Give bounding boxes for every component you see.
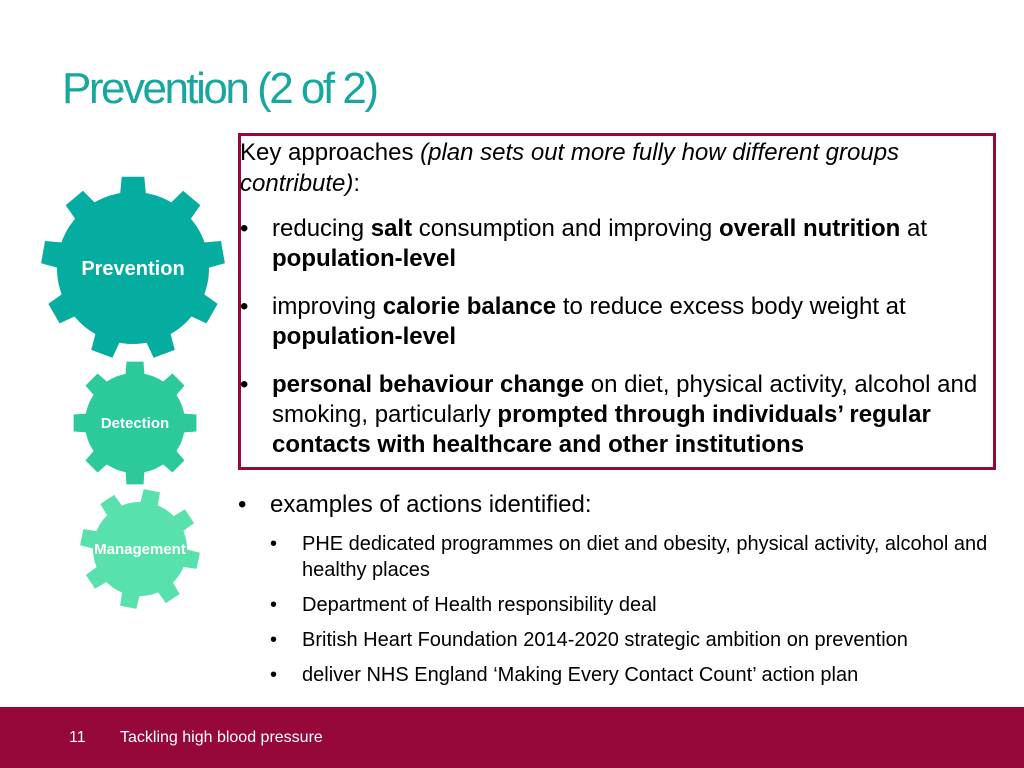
bullet: • (240, 293, 249, 320)
list-item (240, 370, 980, 460)
gear-label-detection: Detection (100, 415, 170, 432)
bullet: • (238, 491, 247, 518)
list-item (240, 214, 980, 274)
list-item (240, 292, 980, 352)
list-item-text: British Heart Foundation 2014-2020 strategic ambition on prevention (302, 629, 908, 651)
text-run: consumption and improving (412, 215, 719, 242)
text-run: improving (272, 293, 383, 320)
bold-run: population-level (272, 245, 457, 272)
text-run: at (900, 215, 927, 242)
intro-italic-text: (plan sets out more fully how different groups contribute) (240, 139, 900, 197)
bullet: • (270, 594, 278, 616)
examples-heading (238, 490, 592, 520)
list-item-text: Department of Health responsibility deal (302, 594, 657, 616)
bold-run: calorie balance (382, 293, 557, 320)
bullet: • (240, 215, 249, 242)
bold-run: overall nutrition (718, 215, 901, 242)
slide-title: Prevention (2 of 2) (62, 64, 377, 113)
examples-heading-text: examples of actions identified: (270, 491, 592, 518)
list-item (270, 531, 990, 583)
examples-list (270, 531, 990, 697)
bullet: • (240, 371, 249, 398)
bold-run: salt (370, 215, 413, 242)
bullet: • (270, 664, 278, 686)
gear-label-prevention: Prevention (81, 258, 185, 280)
text-run: reducing (272, 215, 371, 242)
text-run: on diet, physical activity, alcohol and smoking, particularly (272, 371, 978, 428)
list-item (270, 662, 990, 688)
intro-text: Key approaches (240, 139, 421, 166)
bold-run: population-level (272, 323, 457, 350)
gears-graphic (30, 170, 240, 620)
bullet: • (270, 533, 278, 555)
footer-text: Tackling high blood pressure (120, 729, 323, 746)
bullet: • (270, 629, 278, 651)
list-item-text: deliver NHS England ‘Making Every Contact Count’ action plan (302, 664, 859, 686)
gear-label-management: Management (94, 541, 186, 558)
page-number: 11 (69, 729, 86, 746)
key-approaches-intro (240, 137, 980, 199)
list-item (270, 592, 990, 618)
intro-colon: : (353, 170, 361, 197)
list-item-text: PHE dedicated programmes on diet and obesity, physical activity, alcohol and healthy places (302, 533, 988, 581)
key-approaches-list (240, 214, 980, 478)
list-item (270, 627, 990, 653)
text-run: to reduce excess body weight at (556, 293, 906, 320)
bold-run: prompted through individuals’ regular contacts with healthcare and other institutions (272, 401, 931, 458)
bold-run: personal behaviour change (272, 371, 585, 398)
footer-bar (0, 707, 1024, 768)
